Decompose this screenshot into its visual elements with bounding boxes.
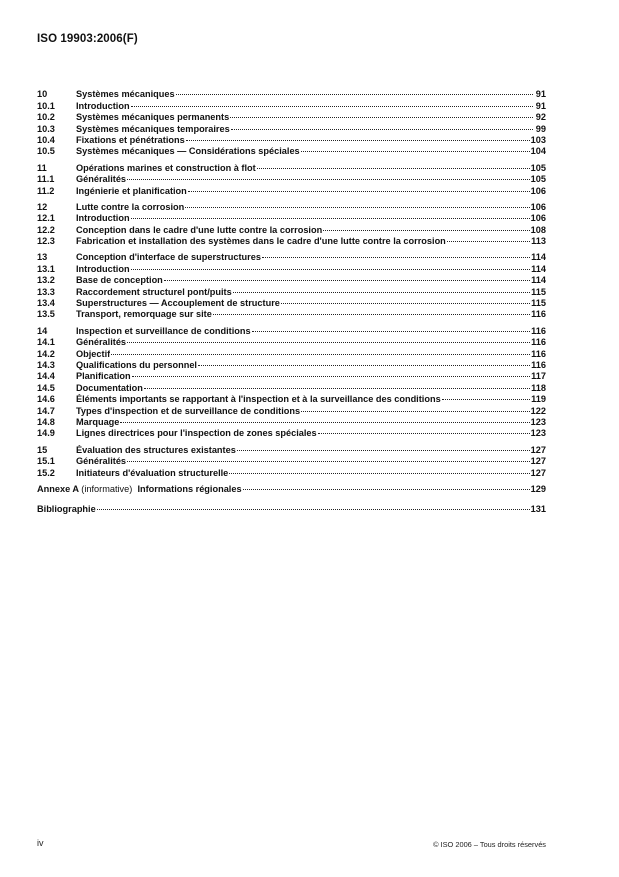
dot-leader bbox=[164, 272, 530, 283]
dot-leader bbox=[318, 425, 530, 436]
toc-entry-title: Ingénierie et planification bbox=[76, 185, 187, 196]
dot-leader bbox=[111, 345, 530, 356]
toc-entry-number: 10.5 bbox=[37, 146, 55, 157]
toc-entry-title: Fabrication et installation des systèmes dans le cadre d'une lutte contre la corrosion bbox=[76, 236, 446, 247]
dot-leader bbox=[231, 120, 533, 131]
toc-entry-number: 10 bbox=[37, 89, 48, 100]
dot-leader bbox=[176, 86, 533, 97]
toc-entry-page: 99 bbox=[535, 123, 546, 134]
toc-annex-a[interactable] bbox=[37, 481, 546, 492]
toc-entry-page: 119 bbox=[531, 394, 546, 405]
toc-entry-page: 115 bbox=[531, 298, 546, 309]
dot-leader bbox=[198, 357, 530, 368]
toc-entry-title: Conception d'interface de superstructures bbox=[76, 252, 261, 263]
dot-leader bbox=[186, 132, 530, 143]
toc-entry-title: Introduction bbox=[76, 213, 130, 224]
copyright-notice: © ISO 2006 – Tous droits réservés bbox=[433, 840, 546, 849]
toc-entry-title: Base de conception bbox=[76, 275, 163, 286]
toc-entry-page: 114 bbox=[531, 263, 546, 274]
toc-entry-title: Planification bbox=[76, 371, 131, 382]
toc-entry-number: 11.2 bbox=[37, 185, 55, 196]
toc-entry-page: 103 bbox=[530, 134, 546, 145]
toc-entry-title: Documentation bbox=[76, 382, 143, 393]
toc-entry-title: Transport, remorquage sur site bbox=[76, 309, 212, 320]
toc-entry-page: 127 bbox=[530, 444, 546, 455]
toc-entry-number: 10.4 bbox=[37, 134, 55, 145]
toc-entry-title: Qualifications du personnel bbox=[76, 359, 197, 370]
toc-entry[interactable] bbox=[37, 249, 546, 263]
toc-entry[interactable] bbox=[37, 159, 546, 173]
toc-entry-page: 116 bbox=[531, 348, 546, 359]
dot-leader bbox=[131, 97, 533, 108]
toc-entry-number: 11.1 bbox=[37, 174, 55, 185]
toc-entry-page: 127 bbox=[530, 456, 546, 467]
toc-entry-number: 10.1 bbox=[37, 100, 55, 111]
toc-entry-title: Introduction bbox=[76, 263, 130, 274]
toc-entry-title: Systèmes mécaniques permanents bbox=[76, 112, 230, 123]
toc-entry-number: 13.1 bbox=[37, 263, 55, 274]
toc-entry-number: 14.2 bbox=[37, 348, 55, 359]
dot-leader bbox=[131, 260, 531, 271]
toc-entry-title: Objectif bbox=[76, 348, 111, 359]
dot-leader bbox=[185, 199, 529, 210]
toc-entry-title: Lutte contre la corrosion bbox=[76, 201, 185, 212]
toc-entry-title: Conception dans le cadre d'une lutte contre la corrosion bbox=[76, 224, 323, 235]
toc-entry[interactable] bbox=[37, 322, 546, 336]
toc-entry-number: 13.3 bbox=[37, 286, 55, 297]
toc-entry[interactable] bbox=[37, 441, 546, 455]
dot-leader bbox=[301, 402, 530, 413]
document-header: ISO 19903:2006(F) bbox=[37, 33, 138, 45]
toc-section-11 bbox=[37, 159, 546, 196]
toc-entry-page: 116 bbox=[531, 337, 546, 348]
toc-entry-number: 15.1 bbox=[37, 456, 55, 467]
toc-entry-number: 12.2 bbox=[37, 224, 55, 235]
toc-entry-title: Fixations et pénétrations bbox=[76, 134, 185, 145]
toc-entry-number: 14.4 bbox=[37, 371, 55, 382]
toc-entry-title: Généralités bbox=[76, 337, 127, 348]
toc-entry-page: 106 bbox=[530, 201, 546, 212]
toc-entry-page: 129 bbox=[530, 483, 546, 494]
page-number: iv bbox=[37, 838, 44, 848]
annex-title: Informations régionales bbox=[137, 483, 242, 494]
toc-section-14 bbox=[37, 322, 546, 439]
dot-leader bbox=[257, 159, 530, 170]
toc-entry[interactable] bbox=[37, 199, 546, 210]
toc-bibliography[interactable] bbox=[37, 501, 546, 515]
toc-entry-page: 104 bbox=[530, 146, 546, 157]
toc-entry-title: Types d'inspection et de surveillance de conditions bbox=[76, 405, 301, 416]
toc-entry-page: 113 bbox=[531, 236, 546, 247]
toc-entry-page: 118 bbox=[531, 382, 546, 393]
toc-entry-page: 105 bbox=[530, 174, 546, 185]
toc-entry-page: 115 bbox=[531, 286, 546, 297]
toc-entry-number: 15.2 bbox=[37, 467, 55, 478]
toc-entry-page: 131 bbox=[530, 504, 546, 515]
toc-entry-title: Éléments importants se rapportant à l'inspection et à la surveillance des conditions bbox=[76, 394, 441, 405]
toc-annex-title bbox=[37, 484, 242, 495]
toc-entry-number: 13.5 bbox=[37, 309, 55, 320]
toc-entry-page: 106 bbox=[530, 185, 546, 196]
toc-entry-title: Raccordement structurel pont/puits bbox=[76, 286, 232, 297]
dot-leader bbox=[127, 171, 530, 182]
toc-entry-title: Initiateurs d'évaluation structurelle bbox=[76, 467, 229, 478]
dot-leader bbox=[131, 210, 530, 221]
toc-entry-page: 116 bbox=[531, 309, 546, 320]
dot-leader bbox=[127, 334, 530, 345]
toc-entry-title: Systèmes mécaniques — Considérations spéciales bbox=[76, 146, 300, 157]
toc-entry-title: Généralités bbox=[76, 456, 127, 467]
annex-qualifier: (informative) bbox=[81, 483, 133, 494]
toc-entry-title: Marquage bbox=[76, 416, 120, 427]
toc-entry-number: 10.3 bbox=[37, 123, 55, 134]
toc-entry-title: Systèmes mécaniques temporaires bbox=[76, 123, 230, 134]
toc-entry-title: Opérations marines et construction à flot bbox=[76, 162, 256, 173]
toc-entry-page: 116 bbox=[531, 325, 546, 336]
dot-leader bbox=[447, 233, 530, 244]
dot-leader bbox=[442, 391, 530, 402]
toc-entry-number: 11 bbox=[37, 162, 47, 173]
dot-leader bbox=[132, 368, 531, 379]
toc-section-13 bbox=[37, 249, 546, 320]
dot-leader bbox=[144, 379, 530, 390]
toc-entry-number: 14.5 bbox=[37, 382, 55, 393]
dot-leader bbox=[237, 441, 530, 452]
dot-leader bbox=[233, 283, 530, 294]
toc-entry-page: 123 bbox=[530, 416, 546, 427]
toc-entry-page: 127 bbox=[530, 467, 546, 478]
toc-entry-page: 122 bbox=[530, 405, 546, 416]
toc-entry-page: 106 bbox=[530, 213, 546, 224]
toc-entry-page: 92 bbox=[535, 112, 546, 123]
toc-entry-page: 117 bbox=[531, 371, 546, 382]
dot-leader bbox=[213, 306, 530, 317]
toc-entry-number: 10.2 bbox=[37, 112, 55, 123]
toc-entry-title: Superstructures — Accouplement de structure bbox=[76, 298, 280, 309]
dot-leader bbox=[252, 322, 531, 333]
toc-entry[interactable] bbox=[37, 345, 546, 359]
toc-entry-number: 14.3 bbox=[37, 359, 55, 370]
toc-entry[interactable] bbox=[37, 357, 546, 368]
toc-entry-number: 14.9 bbox=[37, 428, 55, 439]
toc-entry-number: 12 bbox=[37, 201, 48, 212]
toc-entry-number: 12.3 bbox=[37, 236, 55, 247]
toc-entry-number: 14.6 bbox=[37, 394, 55, 405]
toc-entry-page: 91 bbox=[535, 100, 546, 111]
toc-section-10 bbox=[37, 86, 546, 157]
toc-section-15 bbox=[37, 441, 546, 478]
toc-entry-page: 91 bbox=[535, 89, 546, 100]
toc-entry-number: 12.1 bbox=[37, 213, 55, 224]
dot-leader bbox=[243, 481, 530, 492]
toc-entry-page: 105 bbox=[530, 162, 546, 173]
dot-leader bbox=[230, 109, 533, 120]
dot-leader bbox=[281, 295, 530, 306]
toc-entry-number: 13.4 bbox=[37, 298, 55, 309]
toc-entry[interactable] bbox=[37, 86, 546, 100]
toc-entry-title: Lignes directrices pour l'inspection de zones spéciales bbox=[76, 428, 317, 439]
dot-leader bbox=[229, 464, 529, 475]
toc-entry-number: 13 bbox=[37, 252, 48, 263]
toc-entry-page: 114 bbox=[531, 252, 546, 263]
toc-entry-number: 14 bbox=[37, 325, 48, 336]
dot-leader bbox=[120, 414, 529, 425]
toc-entry-title: Bibliographie bbox=[37, 504, 96, 515]
toc-entry-page: 116 bbox=[531, 359, 546, 370]
toc-entry-number: 13.2 bbox=[37, 275, 55, 286]
toc-entry-title: Évaluation des structures existantes bbox=[76, 444, 236, 455]
toc-entry-title: Généralités bbox=[76, 174, 127, 185]
table-of-contents bbox=[37, 86, 546, 521]
toc-entry-page: 123 bbox=[530, 428, 546, 439]
dot-leader bbox=[262, 249, 530, 260]
toc-section-12 bbox=[37, 199, 546, 245]
dot-leader bbox=[188, 182, 530, 193]
toc-entry-title: Systèmes mécaniques bbox=[76, 89, 175, 100]
dot-leader bbox=[127, 453, 530, 464]
toc-entry-number: 14.7 bbox=[37, 405, 55, 416]
toc-entry-number: 14.8 bbox=[37, 416, 55, 427]
toc-entry-number: 14.1 bbox=[37, 337, 55, 348]
dot-leader bbox=[301, 143, 530, 154]
toc-entry-title: Inspection et surveillance de conditions bbox=[76, 325, 251, 336]
dot-leader bbox=[323, 221, 529, 232]
toc-entry-page: 108 bbox=[530, 224, 546, 235]
toc-entry-number: 15 bbox=[37, 444, 48, 455]
toc-entry-page: 114 bbox=[531, 275, 546, 286]
dot-leader bbox=[97, 501, 530, 512]
annex-label: Annexe A bbox=[37, 483, 79, 494]
toc-entry-title: Introduction bbox=[76, 100, 130, 111]
